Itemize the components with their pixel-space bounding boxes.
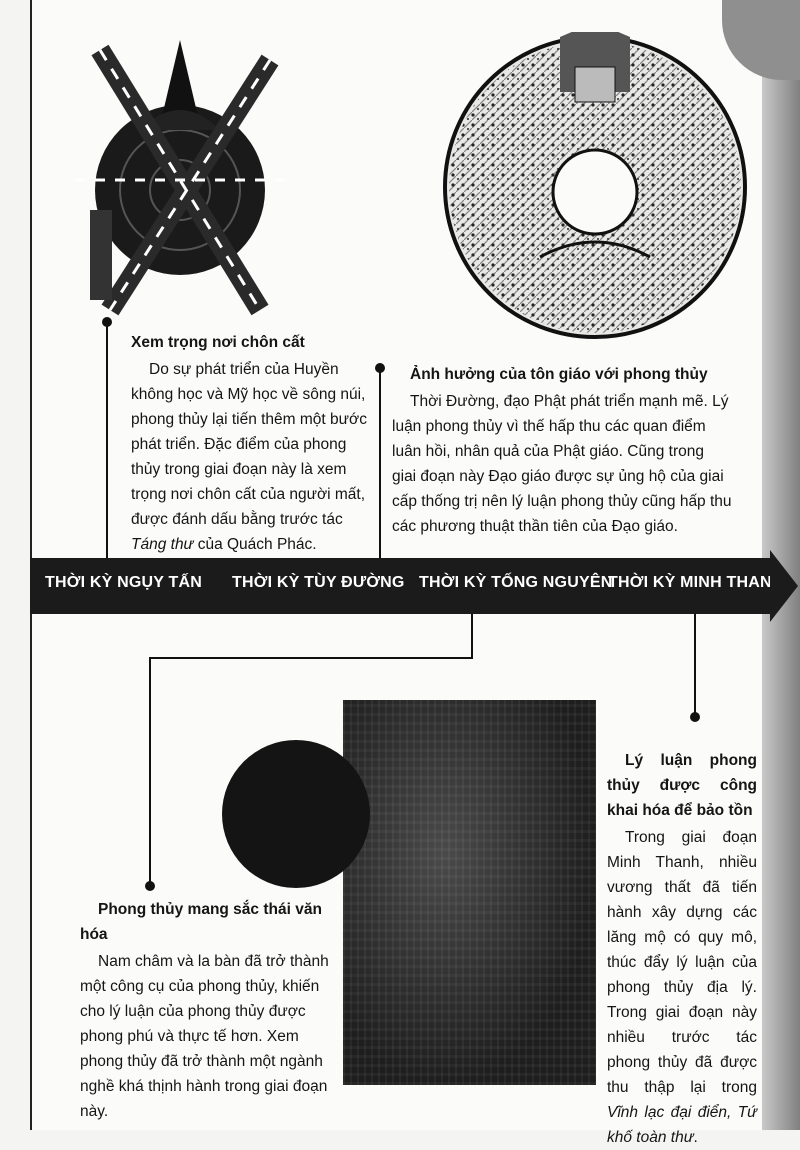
section-heading: Ảnh hưởng của tôn giáo với phong thủy xyxy=(410,366,708,383)
period-wei-jin: THỜI KỲ NGỤY TẤN xyxy=(45,574,203,591)
connector-line xyxy=(694,614,696,714)
mandala-illustration xyxy=(70,30,290,320)
timeline-band xyxy=(30,558,784,614)
section-wei-jin xyxy=(131,330,367,557)
section-body: Thời Đường, đạo Phật phát triển mạnh mẽ. Lý luận phong thủy vì thế hấp thu các quan điểm luân hồi, nhân quả của Phật giáo. Cũng trong giai đoạn này Đạo giáo được sự ủng hộ của giai cấp thống trị nên lý luận phong thủy cũng hấp thu các phương thuật thần tiên của Đạo giáo. xyxy=(392,393,732,535)
connector-line xyxy=(149,657,151,885)
period-ming-qing: THỜI KỲ MINH THANH xyxy=(608,574,784,591)
ancient-painting-photo xyxy=(343,700,596,1085)
timeline-arrow-icon xyxy=(770,550,798,622)
section-body: Nam châm và la bàn đã trở thành một công cụ của phong thủy, khiến cho lý luận của phong thủy được phong phú và thực tế hơn. Xem phong thủy đã trở thành một ngành nghề khá thịnh hành trong giai đoạn này. xyxy=(80,953,329,1120)
dark-circle-decoration xyxy=(222,740,370,888)
section-heading: Xem trọng nơi chôn cất xyxy=(131,334,305,351)
timeline-dot xyxy=(145,881,155,891)
timeline-dot xyxy=(690,712,700,722)
section-heading: Phong thủy mang sắc thái văn hóa xyxy=(80,901,322,943)
period-sui-tang: THỜI KỲ TÙY ĐƯỜNG xyxy=(232,574,405,591)
section-heading: Lý luận phong thủy được công khai hóa để bảo tồn xyxy=(607,752,757,819)
connector-line xyxy=(379,368,381,558)
circular-painting xyxy=(440,32,750,342)
section-song-yuan xyxy=(80,897,330,1124)
period-song-yuan: THỜI KỲ TỐNG NGUYÊN xyxy=(419,574,613,591)
section-body: Do sự phát triển của Huyền không học và Mỹ học về sông núi, phong thủy lại tiến thêm một bước phát triển. Đặc điểm của phong thủy trong giai đoạn này là xem trọng nơi chôn cất của người mất, được đánh dấu bằng trước tác Táng thư của Quách Phác. xyxy=(131,361,367,553)
connector-line xyxy=(471,614,473,658)
connector-line xyxy=(149,657,473,659)
section-ming-qing xyxy=(607,748,757,1150)
connector-line xyxy=(106,322,108,558)
section-sui-tang xyxy=(392,362,732,539)
section-body: Trong giai đoạn Minh Thanh, nhiều vương thất đã tiến hành xây dựng các lăng mộ có quy mô, thúc đẩy lý luận của phong thủy địa lý. Trong giai đoạn này nhiều trước tác phong thủy đã được thu thập lại trong Vĩnh lạc đại điển, Tứ khố toàn thư. xyxy=(607,829,757,1146)
